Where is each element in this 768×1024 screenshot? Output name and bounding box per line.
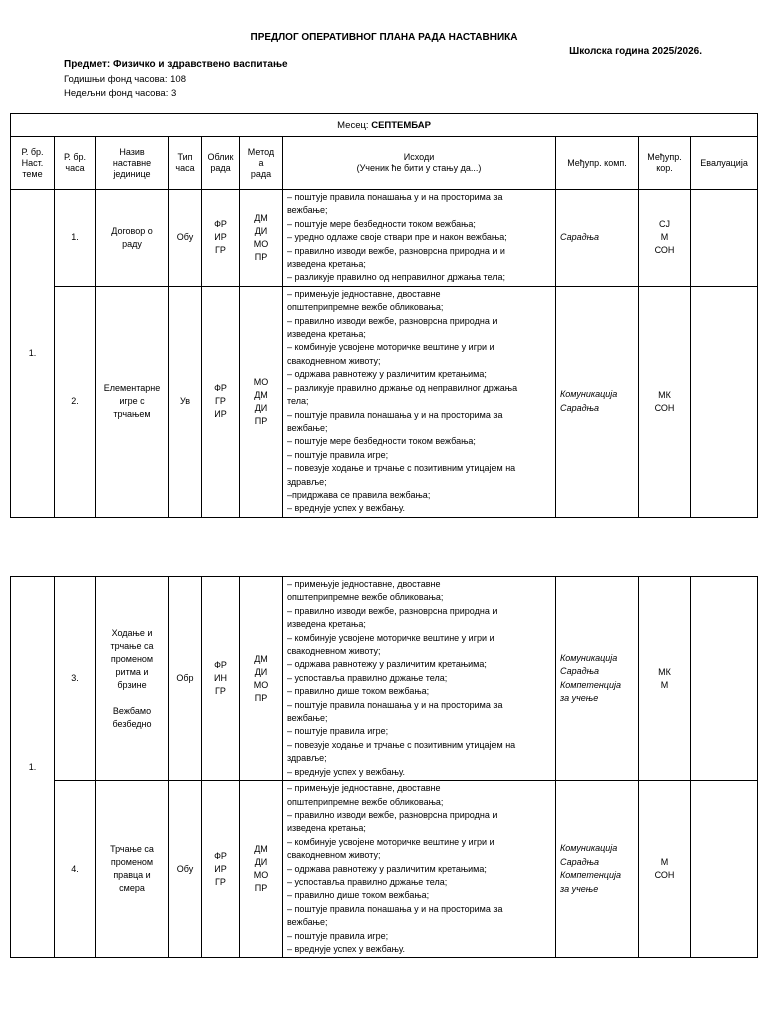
outcomes-line: – примењује једноставне, двоставне bbox=[287, 783, 441, 794]
work-method bbox=[240, 190, 283, 287]
correlation bbox=[639, 577, 691, 781]
header-unit-name-line: наставне bbox=[112, 157, 152, 168]
outcomes-line: – примењује једноставне, двоставне bbox=[287, 288, 441, 299]
outcomes bbox=[283, 577, 556, 781]
competences bbox=[556, 286, 639, 517]
competences-line: Сарадња bbox=[560, 402, 600, 413]
header-topic-no-line: Р. бр. bbox=[21, 146, 44, 157]
month-row bbox=[11, 114, 758, 137]
header-lesson-no-line: Р. бр. bbox=[64, 152, 86, 162]
outcomes bbox=[283, 781, 556, 958]
work-form-line: ФР bbox=[214, 219, 227, 230]
outcomes-line: изведена кретања; bbox=[287, 619, 366, 630]
outcomes-line: – вреднује успех у вежбању. bbox=[287, 943, 405, 954]
outcomes-line: здравље; bbox=[287, 476, 327, 487]
work-form-line: ИН bbox=[214, 673, 227, 684]
correlation-line: СОН bbox=[654, 245, 675, 256]
correlation-line: МК bbox=[658, 666, 671, 677]
competences-line: Комуникација bbox=[560, 843, 618, 854]
lesson-type: Обр bbox=[169, 577, 202, 781]
document-title: ПРЕДЛОГ ОПЕРАТИВНОГ ПЛАНА РАДА НАСТАВНИКА bbox=[250, 32, 518, 43]
lesson-number: 4. bbox=[55, 781, 96, 958]
work-method-line: МО bbox=[253, 376, 269, 387]
month-value: СЕПТЕМБАР bbox=[371, 119, 431, 131]
outcomes-line: вежбање; bbox=[287, 713, 328, 724]
work-method-line: ПР bbox=[254, 415, 268, 426]
outcomes-line: изведена кретања; bbox=[287, 823, 366, 834]
outcomes-line: општеприпремне вежбе обликовања; bbox=[287, 796, 444, 807]
work-method-line: МО bbox=[253, 679, 269, 690]
correlation-line: СОН bbox=[654, 870, 675, 881]
competences bbox=[556, 190, 639, 287]
header-unit-name-line: јединице bbox=[113, 168, 151, 179]
outcomes-line: – правилно дише током вежбања; bbox=[287, 686, 430, 697]
outcomes-line: – одржава равнотежу у различитим кретањима; bbox=[287, 369, 487, 380]
work-form-line: ИР bbox=[214, 863, 227, 874]
header-inter-comp: Међупр. комп. bbox=[556, 137, 639, 190]
outcomes-line: – поштује правила игре; bbox=[287, 726, 389, 737]
outcomes-line: – поштује правила понашања у и на просторима за bbox=[287, 409, 503, 420]
correlation-line: М bbox=[660, 857, 669, 868]
correlation-line: МК bbox=[658, 389, 671, 400]
outcomes-line: – правилно изводи вежбе, разноврсна природна и bbox=[287, 809, 498, 820]
header-evaluation: Евалуација bbox=[691, 137, 758, 190]
correlation-line: СЈ bbox=[659, 219, 670, 230]
work-method-line: ДИ bbox=[254, 225, 268, 236]
header-topic-no-line: Наст. bbox=[21, 157, 44, 168]
outcomes-line: – поштује правила понашања у и на просторима за bbox=[287, 699, 503, 710]
table-row bbox=[11, 286, 758, 517]
annual-hours: Годишњи фонд часова: 108 bbox=[64, 74, 186, 85]
work-method-line: ДИ bbox=[254, 666, 268, 677]
lesson-number: 3. bbox=[55, 577, 96, 781]
header-type-line: часа bbox=[175, 163, 195, 173]
competences-line: Компетенција bbox=[560, 870, 621, 881]
outcomes-line: – повезује ходање и трчање с позитивним утицајем на bbox=[287, 739, 516, 750]
correlation-line: М bbox=[660, 232, 669, 243]
outcomes-line: – правилно изводи вежбе, разноврсна природна и bbox=[287, 315, 498, 326]
lesson-number: 1. bbox=[55, 190, 96, 287]
outcomes-line: – вреднује успех у вежбању. bbox=[287, 766, 405, 777]
correlation bbox=[639, 286, 691, 517]
work-form-line: ГР bbox=[215, 876, 226, 887]
outcomes-line: – поштује правила игре; bbox=[287, 930, 389, 941]
header-topic-no-line: теме bbox=[22, 168, 43, 179]
work-form bbox=[202, 190, 240, 287]
unit-name-line: Вежбамо bbox=[112, 705, 152, 716]
outcomes-line: изведена кретања; bbox=[287, 329, 366, 340]
competences-line: Сарадња bbox=[560, 232, 600, 243]
outcomes-line: – повезује ходање и трчање с позитивним утицајем на bbox=[287, 463, 516, 474]
month-label: Месец: bbox=[337, 119, 372, 131]
unit-name bbox=[96, 190, 169, 287]
work-method bbox=[240, 577, 283, 781]
lesson-type: Обу bbox=[169, 190, 202, 287]
header-outcomes-line: Исходи bbox=[403, 152, 435, 162]
table-row bbox=[11, 577, 758, 781]
outcomes-line: вежбање; bbox=[287, 205, 328, 216]
header-type bbox=[169, 137, 202, 190]
weekly-hours: Недељни фонд часова: 3 bbox=[64, 88, 177, 99]
unit-name-line: трчање са bbox=[110, 640, 154, 651]
unit-name bbox=[96, 577, 169, 781]
outcomes-line: свакодневном животу; bbox=[287, 355, 381, 366]
outcomes-line: свакодневном животу; bbox=[287, 646, 381, 657]
work-method-line: ДМ bbox=[254, 844, 268, 855]
outcomes-line: – комбинује усвојене моторичке вештине у игри и bbox=[287, 342, 495, 353]
outcomes-line: вежбање; bbox=[287, 422, 328, 433]
outcomes-line: – поштује мере безбедности током вежбања; bbox=[287, 218, 476, 229]
outcomes-line: – поштује правила игре; bbox=[287, 449, 389, 460]
outcomes-line: – разликује правилно од неправилног држања тела; bbox=[287, 272, 506, 283]
work-form bbox=[202, 781, 240, 958]
outcomes-line: – правилно изводи вежбе, разноврсна природна и и bbox=[287, 245, 505, 256]
outcomes-line: – вреднује успех у вежбању. bbox=[287, 503, 405, 514]
outcomes-line: свакодневном животу; bbox=[287, 850, 381, 861]
outcomes bbox=[283, 190, 556, 287]
header-form-line: рада bbox=[210, 163, 231, 173]
header-lesson-no-line: часа bbox=[65, 163, 85, 173]
lesson-type: Обу bbox=[169, 781, 202, 958]
outcomes-line: – примењује једноставне, двоставне bbox=[287, 579, 441, 589]
competences-line: Комуникација bbox=[560, 389, 618, 400]
correlation bbox=[639, 190, 691, 287]
competences-line: Сарадња bbox=[560, 666, 600, 677]
evaluation bbox=[691, 190, 758, 287]
unit-name-line: променом bbox=[110, 857, 154, 868]
subject-line: Предмет: Физичко и здравствено васпитање bbox=[64, 59, 288, 70]
outcomes-line: изведена кретања; bbox=[287, 259, 366, 270]
correlation bbox=[639, 781, 691, 958]
competences-line: за учење bbox=[560, 883, 599, 894]
work-method bbox=[240, 286, 283, 517]
outcomes-line: – поштује правила понашања у и на просторима за bbox=[287, 192, 503, 202]
outcomes-line: – правилно изводи вежбе, разноврсна природна и bbox=[287, 605, 498, 616]
unit-name-line: ритма и bbox=[115, 666, 149, 677]
evaluation bbox=[691, 781, 758, 958]
work-form-line: ФР bbox=[214, 850, 227, 861]
work-method-line: МО bbox=[253, 870, 269, 881]
competences-line: за учење bbox=[560, 692, 599, 703]
outcomes-line: – успоставља правилно држање тела; bbox=[287, 672, 448, 683]
outcomes-line: – комбинује усвојене моторичке вештине у игри и bbox=[287, 632, 495, 643]
header-lesson-no bbox=[55, 137, 96, 190]
header-method-line: рада bbox=[250, 168, 272, 179]
outcomes-line: – поштује мере безбедности током вежбања; bbox=[287, 436, 476, 447]
outcomes-line: – уредно одлаже своје ствари пре и након вежбања; bbox=[287, 232, 507, 243]
evaluation bbox=[691, 577, 758, 781]
competences-line: Сарадња bbox=[560, 856, 600, 867]
lesson-number: 2. bbox=[55, 286, 96, 517]
competences bbox=[556, 781, 639, 958]
header-type-line: Тип bbox=[177, 152, 193, 162]
outcomes-line: – разликује правилно држање од неправилног држања bbox=[287, 382, 518, 393]
work-method bbox=[240, 781, 283, 958]
evaluation bbox=[691, 286, 758, 517]
school-year: Школска година 2025/2026. bbox=[569, 46, 702, 57]
work-form bbox=[202, 577, 240, 781]
outcomes-line: општеприпремне вежбе обликовања; bbox=[287, 302, 444, 313]
outcomes-line: тела; bbox=[287, 396, 309, 407]
work-method-line: МО bbox=[253, 238, 269, 249]
unit-name-line: раду bbox=[122, 238, 142, 249]
header-outcomes bbox=[283, 137, 556, 190]
work-method-line: ДМ bbox=[254, 653, 268, 664]
plan-table-page-2 bbox=[10, 576, 758, 958]
header-form-line: Облик bbox=[207, 152, 234, 162]
unit-name-line: Трчање са bbox=[110, 844, 154, 855]
header-row bbox=[11, 137, 758, 190]
competences-line: Компетенција bbox=[560, 679, 621, 690]
header-unit-name bbox=[96, 137, 169, 190]
table-row bbox=[11, 781, 758, 958]
work-method-line: ДМ bbox=[254, 389, 268, 400]
unit-name-line: Елементарне bbox=[103, 383, 161, 394]
work-method-line: ДМ bbox=[254, 212, 268, 223]
work-method-line: ПР bbox=[254, 251, 268, 262]
plan-table-page-1 bbox=[10, 113, 758, 518]
work-form-line: ФР bbox=[214, 383, 227, 394]
header-topic-no bbox=[11, 137, 55, 190]
unit-name-line: игре с bbox=[119, 396, 145, 407]
header-unit-name-line: Назив bbox=[119, 146, 145, 157]
unit-name-line: трчањем bbox=[113, 409, 151, 420]
unit-name-line: правца и bbox=[113, 870, 151, 881]
unit-name-line: брзине bbox=[117, 679, 147, 690]
outcomes-line: – комбинује усвојене моторичке вештине у игри и bbox=[287, 836, 495, 847]
unit-name-line: променом bbox=[110, 653, 154, 664]
unit-name-line: Ходање и bbox=[111, 627, 153, 638]
work-method-line: ДИ bbox=[254, 402, 268, 413]
unit-name-line: Договор о bbox=[111, 225, 153, 236]
header-method-line: а bbox=[258, 157, 264, 168]
correlation-line: СОН bbox=[654, 402, 675, 413]
unit-name-line: безбедно bbox=[112, 718, 152, 729]
header-outcomes-line: (Ученик ће бити у стању да...) bbox=[356, 163, 482, 173]
work-method-line: ДИ bbox=[254, 857, 268, 868]
header-inter-cor-line: кор. bbox=[656, 163, 673, 173]
work-form-line: ИР bbox=[214, 232, 227, 243]
outcomes-line: – поштује правила понашања у и на просторима за bbox=[287, 903, 503, 914]
header-method bbox=[240, 137, 283, 190]
outcomes-line: – одржава равнотежу у различитим кретањима; bbox=[287, 659, 487, 670]
work-form-line: ФР bbox=[214, 660, 227, 671]
header-form bbox=[202, 137, 240, 190]
unit-name bbox=[96, 286, 169, 517]
work-form-line: ГР bbox=[215, 245, 226, 256]
outcomes-line: општеприпремне вежбе обликовања; bbox=[287, 592, 444, 603]
work-form bbox=[202, 286, 240, 517]
header-inter-cor bbox=[639, 137, 691, 190]
outcomes-line: здравље; bbox=[287, 753, 327, 764]
outcomes bbox=[283, 286, 556, 517]
lesson-type: Ув bbox=[169, 286, 202, 517]
work-form-line: ГР bbox=[215, 686, 226, 697]
work-form-line: ИР bbox=[214, 409, 227, 420]
header-inter-cor-line: Међупр. bbox=[647, 152, 682, 162]
outcomes-line: –придржава се правила вежбања; bbox=[287, 489, 431, 500]
unit-name bbox=[96, 781, 169, 958]
header-method-line: Метод bbox=[247, 146, 275, 157]
competences-line: Комуникација bbox=[560, 652, 618, 663]
outcomes-line: – правилно дише током вежбања; bbox=[287, 890, 430, 901]
outcomes-line: вежбање; bbox=[287, 917, 328, 928]
topic-number: 1. bbox=[11, 190, 55, 518]
outcomes-line: – успоставља правилно држање тела; bbox=[287, 876, 448, 887]
competences bbox=[556, 577, 639, 781]
topic-number: 1. bbox=[11, 577, 55, 958]
work-method-line: ПР bbox=[254, 883, 268, 894]
work-method-line: ПР bbox=[254, 692, 268, 703]
table-row bbox=[11, 190, 758, 287]
unit-name-line: смера bbox=[119, 883, 145, 894]
work-form-line: ГР bbox=[215, 396, 226, 407]
unit-name-line bbox=[96, 692, 168, 705]
correlation-line: М bbox=[660, 679, 669, 690]
outcomes-line: – одржава равнотежу у различитим кретањима; bbox=[287, 863, 487, 874]
